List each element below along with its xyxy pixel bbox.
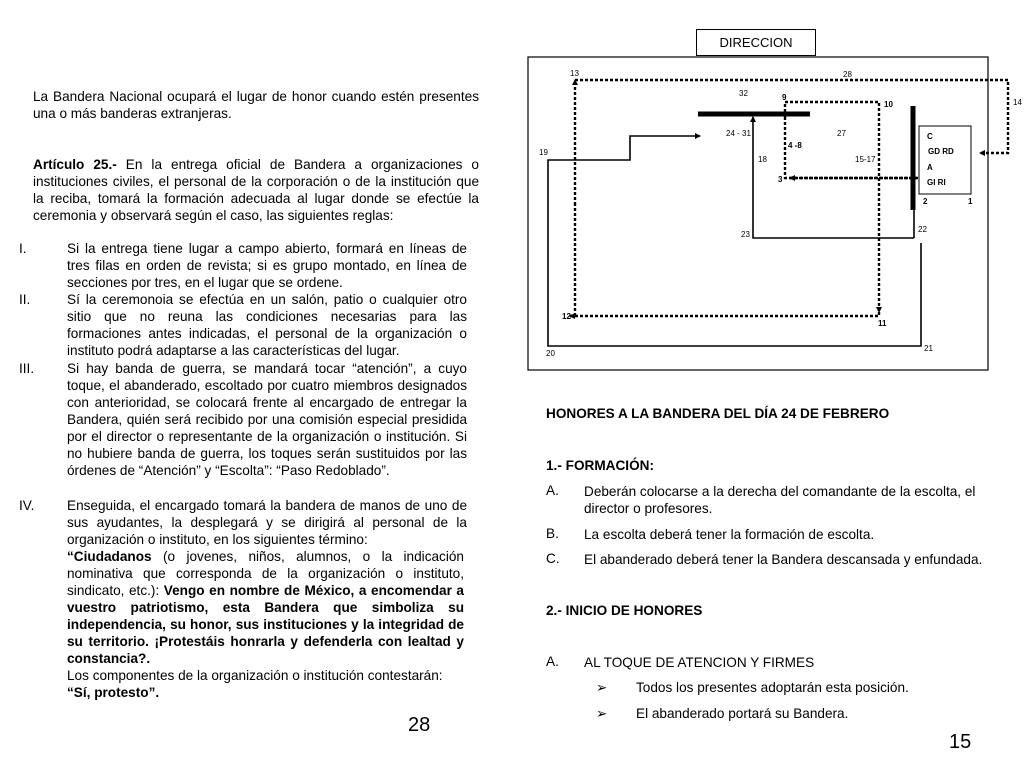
- item-letter: A.: [546, 654, 559, 669]
- list-text: Sí la ceremonoia se efectúa en un salón, patio o cualquier otro sitio que no reuna las condiciones necesarias para las formaciones antes indicadas, el personal de la organización o instituto podrá adaptarse a las características del lugar.: [67, 292, 467, 358]
- label-28: 28: [843, 70, 852, 79]
- label-box-gd-rd: GD RD: [928, 147, 954, 156]
- list-text: Si la entrega tiene lugar a campo abierto, formará en líneas de tres filas en orden de revista; si es grupo montado, en línea de secciones por tres, en el lugar que se ordene.: [67, 241, 467, 290]
- answer-line: “Sí, protesto”.: [67, 685, 160, 700]
- item-text: Deberán colocarse a la derecha del comandante de la escolta, el director o profesores.: [584, 484, 976, 516]
- label-21: 21: [924, 344, 933, 353]
- label-box-c: C: [927, 132, 933, 141]
- page-number-left: 28: [408, 714, 431, 736]
- label-19: 19: [539, 148, 548, 157]
- article-label: Artículo 25.-: [33, 157, 117, 172]
- label-20: 20: [546, 349, 555, 358]
- label-1: 1: [968, 197, 973, 206]
- oath-bold: Vengo en nombre de México, a encomendar a vuestro patriotismo, esta Bandera que simboliza su independencia, su honor, sus instituciones y la integridad de su territorio. ¡Protestáis honrarla y defenderla con lealtad y constancia?.: [67, 583, 464, 666]
- bullet-text: Todos los presentes adoptarán esta posición.: [636, 680, 909, 695]
- oath-middle: (o jovenes, niños, alumnos, o la indicación nominativa que corresponda de la organización o instituto, sindicato, etc.):: [67, 549, 464, 598]
- bullet-text: El abanderado portará su Bandera.: [636, 706, 849, 721]
- label-27: 27: [837, 129, 846, 138]
- article-text: En la entrega oficial de Bandera a organizaciones o instituciones civiles, el personal de la corporación o de la institución que la reciba, tomará la formación adecuada al lugar donde se efectúe la ceremonia y observará según el caso, las siguientes reglas:: [33, 157, 479, 223]
- respond-line: Los componentes de la organización o institución contestarán:: [67, 668, 443, 683]
- arrow-bullet-icon: ➢: [596, 680, 608, 695]
- direccion-box: DIRECCION: [696, 29, 816, 56]
- formation-diagram: [0, 0, 1024, 380]
- list-numeral: I.: [19, 241, 27, 256]
- section2-item-a: [546, 654, 1006, 671]
- item-letter: B.: [546, 526, 559, 541]
- item-text: El abanderado deberá tener la Bandera descansada y enfundada.: [584, 552, 983, 567]
- list-numeral: IV.: [19, 498, 35, 513]
- item-letter: A.: [546, 483, 559, 498]
- label-10: 10: [884, 100, 893, 109]
- item-text: AL TOQUE DE ATENCION Y FIRMES: [584, 655, 815, 670]
- arrow-bullet-icon: ➢: [596, 706, 608, 721]
- label-box-a: A: [927, 163, 933, 172]
- label-13: 13: [570, 69, 579, 78]
- label-32: 32: [739, 89, 748, 98]
- bullet-item-1: [596, 680, 1016, 696]
- label-12: 12: [562, 312, 571, 321]
- list-text: Si hay banda de guerra, se mandará tocar “atención”, a cuyo toque, el abanderado, escoltado por cuatro miembros designados con anterioridad, se colocará frente al encargado de entregar la Bandera, quién será recibido por una comisión especial presidida por el director o representante de la organización o institución. Si no hubiere banda de guerra, los toques serán sustituidos por las órdenes de “Atención” y “Escolta”: “Paso Redoblado”.: [67, 361, 467, 478]
- label-4-8: 4 -8: [788, 141, 802, 150]
- label-15-17: 15-17: [855, 155, 876, 164]
- oath-paragraph: [67, 548, 464, 667]
- label-9: 9: [782, 93, 787, 102]
- label-2: 2: [923, 197, 928, 206]
- section1-item-c: [546, 551, 1006, 568]
- list-numeral: III.: [19, 361, 35, 376]
- label-14: 14: [1013, 98, 1022, 107]
- list-text: Enseguida, el encargado tomará la bandera de manos de uno de sus ayudantes, la desplegará y se dirigirá al personal de la organización o instituto, en los siguientes término:: [67, 498, 467, 547]
- label-24-31: 24 - 31: [726, 129, 751, 138]
- diagram-frame: [528, 57, 988, 370]
- honores-heading: HONORES A LA BANDERA DEL DÍA 24 DE FEBRERO: [546, 406, 890, 421]
- section1-heading: 1.- FORMACIÓN:: [546, 458, 654, 473]
- item-letter: C.: [546, 551, 560, 566]
- label-18: 18: [758, 155, 767, 164]
- label-22: 22: [918, 225, 927, 234]
- page-number-right: 15: [949, 731, 972, 753]
- label-3: 3: [778, 175, 783, 184]
- list-numeral: II.: [19, 292, 31, 307]
- intro-paragraph: La Bandera Nacional ocupará el lugar de honor cuando estén presentes una o más banderas extranjeras.: [33, 89, 479, 121]
- oath-ciudadanos: “Ciudadanos: [67, 549, 152, 564]
- label-11: 11: [878, 319, 887, 328]
- solid-paths: [548, 117, 921, 346]
- section2-heading: 2.- INICIO DE HONORES: [546, 603, 703, 618]
- item-text: La escolta deberá tener la formación de escolta.: [584, 527, 875, 542]
- section1-item-a: [546, 483, 1006, 517]
- label-box-gi-ri: GI RI: [927, 178, 946, 187]
- bullet-item-2: [596, 706, 1016, 722]
- section1-item-b: [546, 526, 1006, 543]
- label-23: 23: [741, 230, 750, 239]
